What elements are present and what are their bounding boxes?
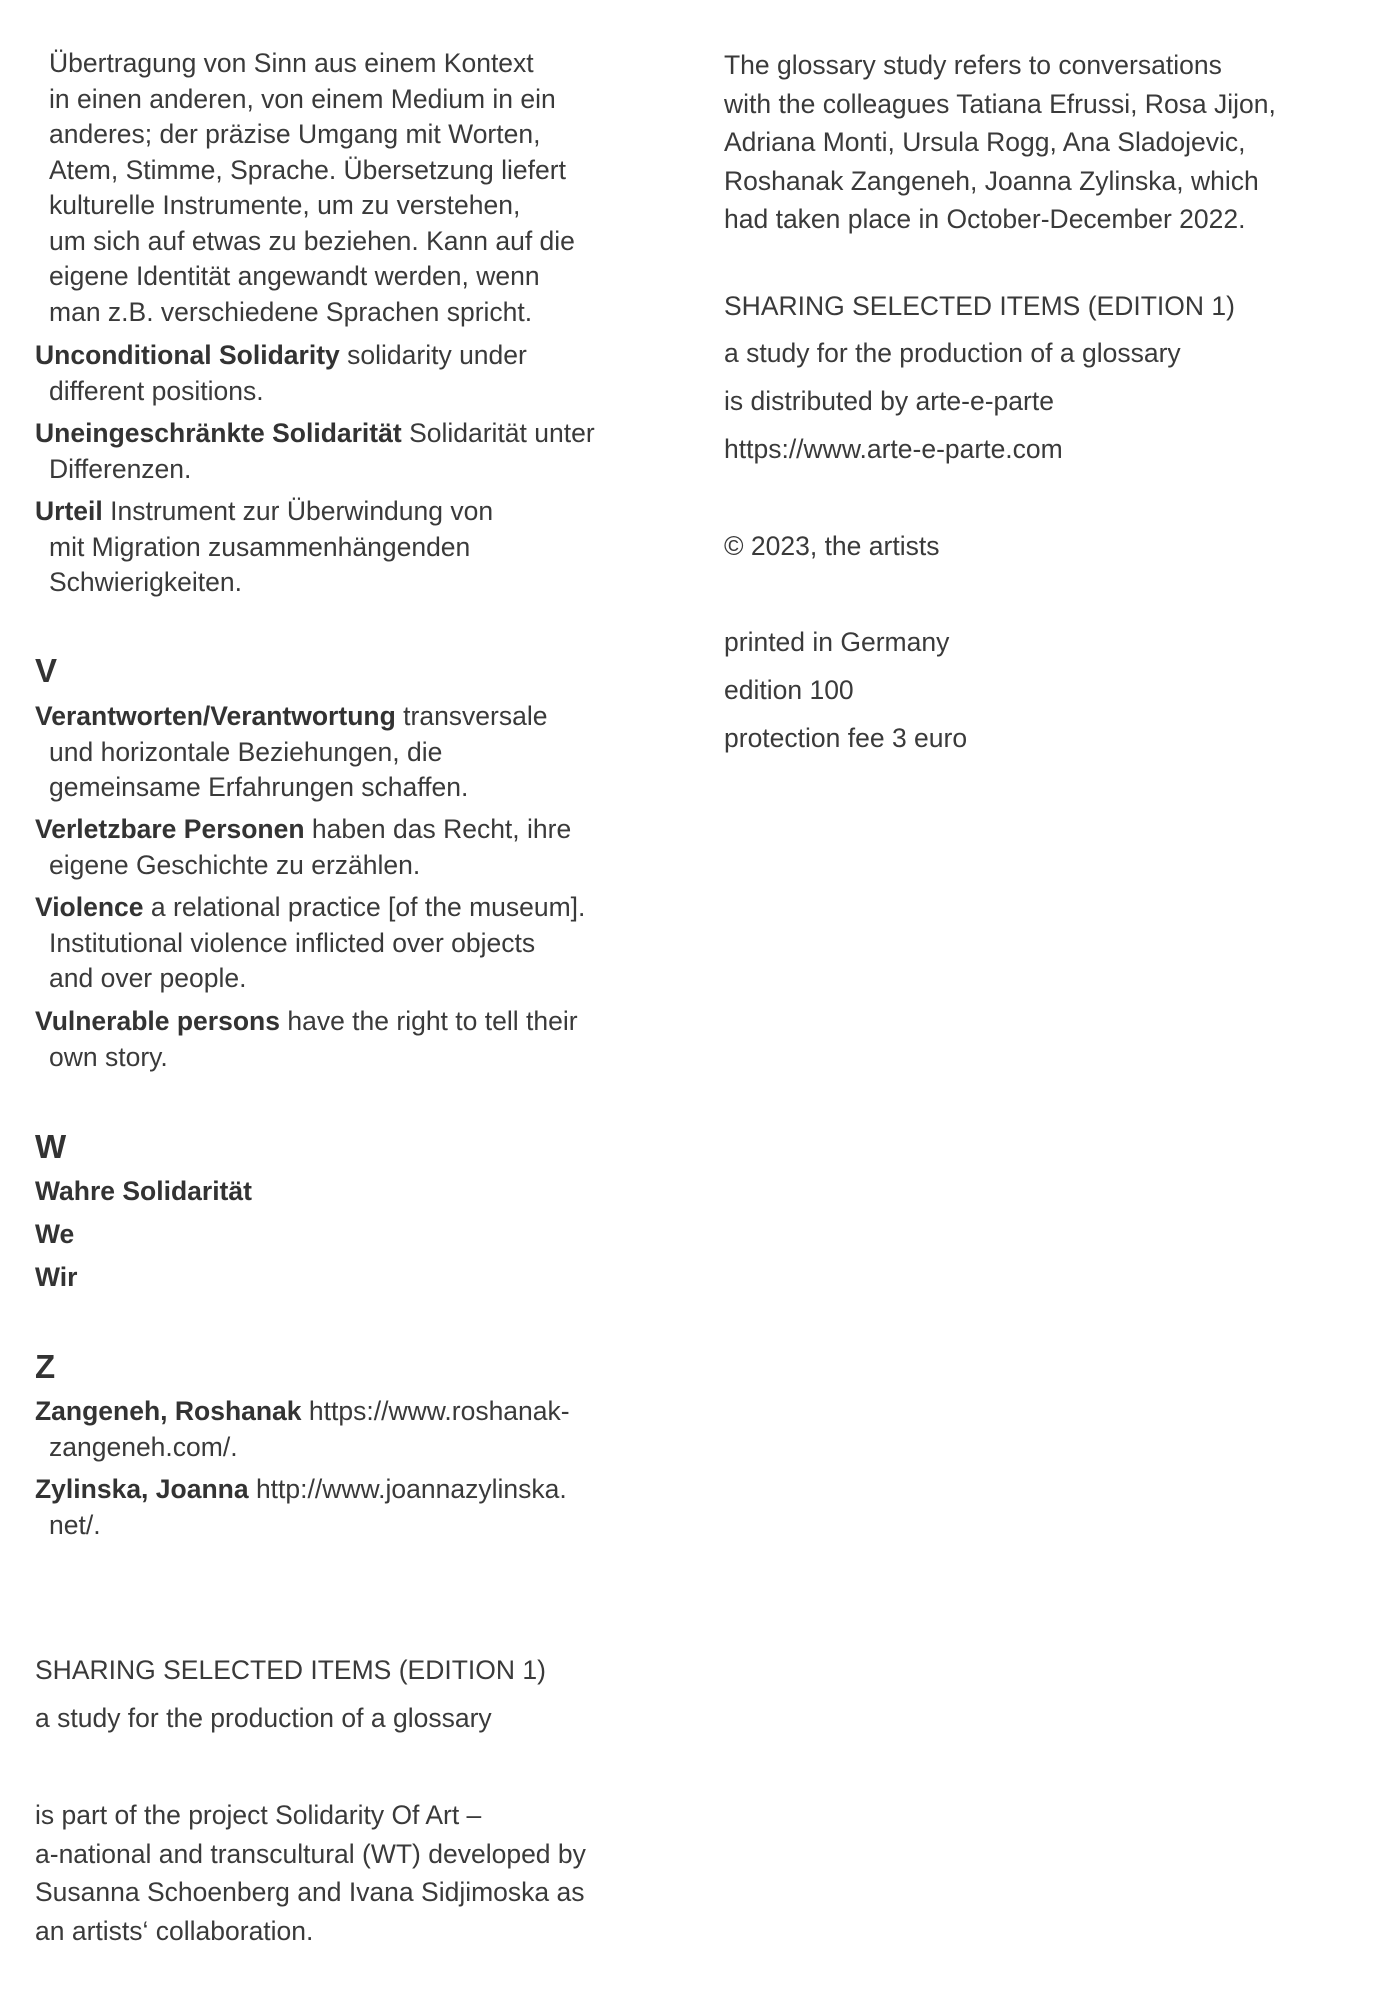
definition-text: solidarity under [347, 340, 527, 370]
section-letter-w: W [35, 1128, 67, 1165]
definition-text: haben das Recht, ihre [311, 814, 572, 844]
glossary-entry-verantworten [35, 699, 547, 806]
glossary-entry-zangeneh [35, 1394, 570, 1465]
glossary-term: Urteil [35, 496, 103, 526]
paragraph-line: with the colleagues Tatiana Efrussi, Rosa Jijon, [724, 88, 1276, 119]
paragraph-line: The glossary study refers to conversations [724, 50, 1222, 80]
definition-text: Institutional violence inflicted over objects [49, 927, 536, 958]
definition-text: Schwierigkeiten. [49, 567, 242, 597]
glossary-term: Uneingeschränkte Solidarität [35, 418, 402, 448]
section-letter-z: Z [35, 1348, 56, 1385]
glossary-entry-zylinska [35, 1472, 567, 1543]
definition-text: und horizontale Beziehungen, die [49, 736, 443, 767]
paragraph-line: Adriana Monti, Ursula Rogg, Ana Sladojevic, [724, 127, 1246, 158]
paragraph-line: kulturelle Instrumente, um zu verstehen, [49, 190, 521, 220]
website-link[interactable]: net/. [49, 1509, 101, 1540]
definition-text: own story. [49, 1041, 168, 1072]
paragraph-line: eigene Identität angewandt werden, wenn [49, 261, 540, 291]
imprint-title: SHARING SELECTED ITEMS (EDITION 1) [724, 291, 1235, 321]
paragraph-line: Roshanak Zangeneh, Joanna Zylinska, which [724, 165, 1259, 196]
website-link[interactable]: zangeneh.com/. [49, 1431, 238, 1462]
paragraph-line: an artists‘ collaboration. [35, 1916, 314, 1947]
definition-text: a relational practice [of the museum]. [150, 892, 586, 922]
paragraph-line: in einen anderen, von einem Medium in ein [49, 83, 556, 114]
paragraph-line: Atem, Stimme, Sprache. Übersetzung liefert [49, 154, 566, 185]
glossary-entry-verletzbare-personen [35, 812, 571, 883]
glossary-term: Wahre Solidarität [35, 1176, 252, 1206]
website-link[interactable]: https://www.roshanak- [308, 1396, 570, 1426]
definition-text: have the right to tell their [287, 1006, 578, 1036]
definition-text: mit Migration zusammenhängenden [49, 531, 471, 562]
definition-text: different positions. [49, 375, 264, 406]
glossary-term: We [35, 1219, 75, 1249]
definition-text: Instrument zur Überwindung von [110, 496, 494, 526]
imprint-distributor: is distributed by arte-e-parte [724, 386, 1054, 416]
website-link[interactable]: http://www.joannazylinska. [255, 1474, 567, 1504]
glossary-term: Verletzbare Personen [35, 814, 305, 844]
paragraph-line: is part of the project Solidarity Of Art – [35, 1800, 482, 1830]
glossary-term: Verantworten/Verantwortung [35, 701, 396, 731]
glossary-term: Vulnerable persons [35, 1006, 280, 1036]
glossary-entry-unconditional-solidarity [35, 338, 527, 409]
glossary-term: Zylinska, Joanna [35, 1474, 249, 1504]
paragraph-line: Susanna Schoenberg and Ivana Sidjimoska as [35, 1877, 585, 1908]
project-description [35, 1796, 586, 1951]
study-note [724, 46, 1276, 239]
definition-text: transversale [403, 701, 548, 731]
section-letter-v: V [35, 652, 58, 689]
paragraph-line: anderes; der präzise Umgang mit Worten, [49, 119, 541, 149]
definition-text: Differenzen. [49, 453, 192, 484]
paragraph-line: man z.B. verschiedene Sprachen spricht. [49, 296, 533, 327]
imprint-subtitle: a study for the production of a glossary [724, 338, 1181, 368]
definition-text: eigene Geschichte zu erzählen. [49, 849, 421, 880]
glossary-entry-uneingeschraenkte-solidaritaet [35, 416, 595, 487]
paragraph-line: a-national and transcultural (WT) developed by [35, 1838, 586, 1869]
edition-size: edition 100 [724, 675, 854, 705]
glossary-entry-urteil [35, 494, 493, 601]
definition-text: Solidarität unter [409, 418, 595, 448]
printed-location: printed in Germany [724, 627, 950, 657]
definition-text: gemeinsame Erfahrungen schaffen. [49, 772, 469, 802]
colophon-subtitle: a study for the production of a glossary [35, 1703, 492, 1733]
paragraph-line: um sich auf etwas zu beziehen. Kann auf die [49, 225, 575, 256]
definition-continuation [35, 46, 575, 330]
glossary-term: Wir [35, 1262, 78, 1292]
definition-text: and over people. [49, 963, 247, 993]
glossary-term: Violence [35, 892, 144, 922]
glossary-entry-vulnerable-persons [35, 1004, 578, 1075]
copyright-notice: © 2023, the artists [724, 531, 940, 561]
glossary-term: Zangeneh, Roshanak [35, 1396, 302, 1426]
protection-fee: protection fee 3 euro [724, 723, 968, 753]
glossary-entry-violence [35, 890, 585, 997]
glossary-term: Unconditional Solidarity [35, 340, 340, 370]
colophon-title: SHARING SELECTED ITEMS (EDITION 1) [35, 1655, 546, 1685]
paragraph-line: had taken place in October-December 2022. [724, 204, 1246, 235]
publisher-website-link[interactable]: https://www.arte-e-parte.com [724, 434, 1063, 464]
paragraph-line: Übertragung von Sinn aus einem Kontext [49, 48, 534, 78]
